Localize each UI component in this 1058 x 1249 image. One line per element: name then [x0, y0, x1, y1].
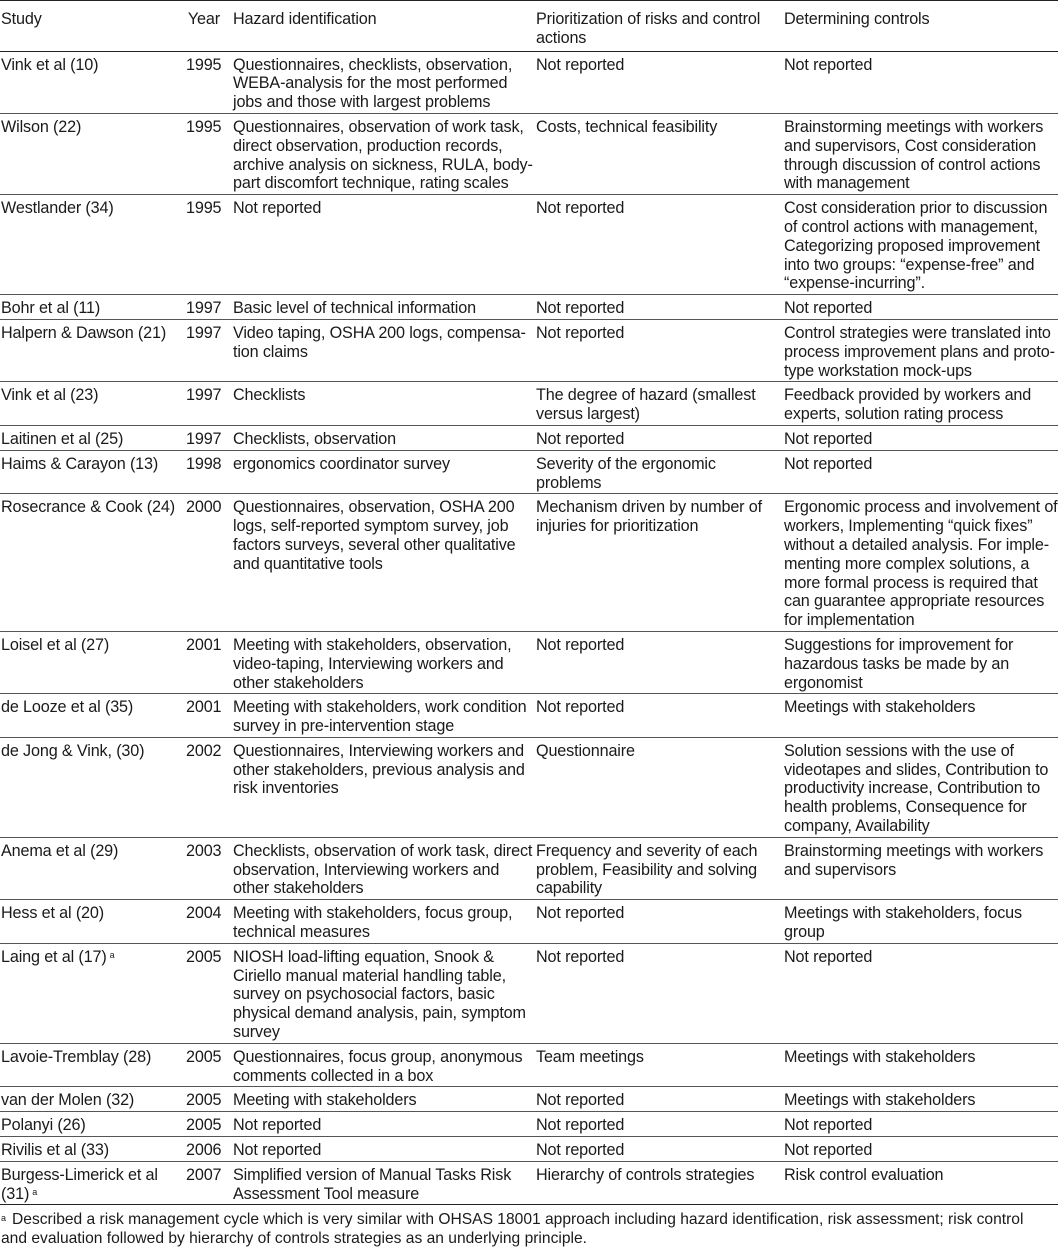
table-row — [0, 319, 1058, 381]
cell-prioritization-text: Frequency and severity of each problem, Feasibility and solving capability — [536, 841, 758, 898]
cell-hazard-text: Meeting with stakeholders, work condition survey in pre-intervention stage — [233, 698, 527, 736]
cell-prioritization — [536, 631, 784, 693]
cell-hazard — [233, 319, 536, 381]
table-row — [0, 1137, 1058, 1162]
cell-hazard — [233, 943, 536, 1043]
cell-controls — [784, 425, 1058, 450]
cell-prioritization-text: Not reported — [536, 698, 625, 717]
cell-year — [186, 1137, 233, 1162]
cell-controls-text: Feedback provided by workers and experts, solution rating process — [784, 386, 1032, 424]
cell-hazard-text: Checklists, observation — [233, 429, 396, 448]
cell-prioritization — [536, 694, 784, 738]
cell-controls-text: Not reported — [784, 55, 873, 74]
cell-controls-text: Cost consideration prior to discussion of control actions with management, Categorizing proposed improvement into two groups: “expense-free” and “expense-incurring”. — [784, 199, 1048, 293]
table-row — [0, 51, 1058, 113]
cell-controls-text: Suggestions for improvement for hazardous tasks be made by an ergonomist — [784, 635, 1014, 692]
cell-prioritization — [536, 900, 784, 944]
cell-year-text: 2002 — [186, 741, 222, 760]
cell-year-text: 2006 — [186, 1141, 222, 1160]
cell-prioritization-text: Costs, technical feasibility — [536, 117, 718, 136]
cell-study-text: Laitinen et al (25) — [1, 429, 124, 448]
table-row — [0, 195, 1058, 295]
cell-prioritization-text: The degree of hazard (smallest versus largest) — [536, 386, 756, 424]
cell-hazard — [233, 450, 536, 494]
cell-hazard-text: Questionnaires, Interviewing workers and other stakeholders, previous analysis and risk inventories — [233, 741, 525, 798]
cell-year — [186, 319, 233, 381]
cell-hazard-text: ergonomics coordinator survey — [233, 454, 450, 473]
cell-study — [0, 1043, 186, 1087]
cell-hazard-text: Checklists — [233, 386, 306, 405]
cell-prioritization-text: Hierarchy of controls strategies — [536, 1165, 755, 1184]
cell-study-text: de Jong & Vink, (30) — [1, 741, 145, 760]
cell-study — [0, 51, 186, 113]
table-row — [0, 737, 1058, 837]
cell-prioritization — [536, 943, 784, 1043]
cell-study — [0, 425, 186, 450]
cell-year-text: 2001 — [186, 635, 222, 654]
cell-controls-text: Meetings with stakeholders, focus group — [784, 904, 1022, 942]
cell-hazard-text: Questionnaires, observation, OSHA 200 logs, self-reported symptom survey, job factors surveys, several other qualitative and quantitative tools — [233, 498, 516, 573]
cell-controls — [784, 382, 1058, 426]
cell-year-text: 2005 — [186, 1047, 222, 1066]
cell-study-text: Laing et al (17) — [1, 947, 107, 966]
table-row — [0, 837, 1058, 899]
cell-study — [0, 631, 186, 693]
cell-prioritization-text: Not reported — [536, 904, 625, 923]
cell-prioritization — [536, 1161, 784, 1205]
cell-controls-text: Control strategies were translated into process improvement plans and proto-type workstation mock-ups — [784, 323, 1055, 380]
cell-hazard-text: Checklists, observation of work task, direct observation, Interviewing workers and other stakeholders — [233, 841, 533, 898]
cell-prioritization — [536, 737, 784, 837]
cell-year-text: 1995 — [186, 199, 222, 218]
cell-prioritization-text: Not reported — [536, 635, 625, 654]
cell-controls — [784, 694, 1058, 738]
cell-hazard — [233, 737, 536, 837]
cell-year-text: 1997 — [186, 429, 222, 448]
table-row — [0, 494, 1058, 632]
cell-year-text: 2005 — [186, 947, 222, 966]
cell-prioritization — [536, 1087, 784, 1112]
table-row — [0, 382, 1058, 426]
cell-prioritization-text: Not reported — [536, 947, 625, 966]
table-row — [0, 943, 1058, 1043]
cell-hazard — [233, 837, 536, 899]
cell-study — [0, 319, 186, 381]
cell-prioritization-text: Not reported — [536, 1091, 625, 1110]
cell-hazard-text: Not reported — [233, 1116, 322, 1135]
cell-study-text: Rosecrance & Cook (24) — [1, 498, 175, 517]
cell-year — [186, 1087, 233, 1112]
cell-year — [186, 494, 233, 632]
table-row — [0, 900, 1058, 944]
cell-year — [186, 1112, 233, 1137]
cell-controls — [784, 113, 1058, 194]
cell-hazard-text: Questionnaires, observation of work task, direct observation, production records, archive analysis on sickness, RULA, body-part discomfort technique, rating scales — [233, 117, 533, 193]
cell-hazard — [233, 631, 536, 693]
cell-prioritization — [536, 425, 784, 450]
cell-study — [0, 195, 186, 295]
cell-hazard-text: Not reported — [233, 1141, 322, 1160]
cell-prioritization-text: Severity of the ergonomic problems — [536, 454, 716, 492]
cell-year-text: 2001 — [186, 698, 222, 717]
cell-controls — [784, 1087, 1058, 1112]
cell-study-text: Westlander (34) — [1, 199, 114, 218]
cell-hazard-text: Meeting with stakeholders — [233, 1091, 417, 1110]
cell-prioritization — [536, 195, 784, 295]
cell-controls-text: Brainstorming meetings with workers and supervisors, Cost consideration through discussion of control actions with management — [784, 117, 1044, 193]
cell-prioritization — [536, 319, 784, 381]
cell-prioritization-text: Not reported — [536, 1141, 625, 1160]
cell-hazard — [233, 51, 536, 113]
cell-year — [186, 295, 233, 320]
cell-controls — [784, 1161, 1058, 1205]
cell-controls — [784, 900, 1058, 944]
table-row — [0, 295, 1058, 320]
cell-year-text: 2004 — [186, 904, 222, 923]
cell-prioritization — [536, 113, 784, 194]
footnote-text: Described a risk management cycle which is very similar with OHSAS 18001 approach including hazard identification, risk assessment; risk control and evaluation followed by hierarchy of controls strategies as an underlying principle. — [1, 1211, 1024, 1248]
cell-study — [0, 737, 186, 837]
table-row — [0, 113, 1058, 194]
cell-year-text: 1995 — [186, 55, 222, 74]
cell-year-text: 1995 — [186, 117, 222, 136]
cell-study — [0, 837, 186, 899]
cell-study — [0, 943, 186, 1043]
cell-prioritization — [536, 382, 784, 426]
cell-study-text: van der Molen (32) — [1, 1091, 135, 1110]
cell-prioritization-text: Questionnaire — [536, 741, 635, 760]
cell-hazard — [233, 1137, 536, 1162]
cell-prioritization — [536, 1112, 784, 1137]
cell-year-text: 1997 — [186, 386, 222, 405]
cell-controls — [784, 319, 1058, 381]
cell-year-text: 2003 — [186, 841, 222, 860]
cell-controls-text: Risk control evaluation — [784, 1165, 944, 1184]
cell-year-text: 1998 — [186, 454, 222, 473]
header-prioritization: Prioritization of risks and control actions — [536, 1, 784, 52]
cell-study-text: Loisel et al (27) — [1, 635, 110, 654]
cell-year — [186, 694, 233, 738]
cell-hazard-text: Basic level of technical information — [233, 299, 476, 318]
cell-prioritization — [536, 450, 784, 494]
cell-controls — [784, 1043, 1058, 1087]
cell-year — [186, 195, 233, 295]
cell-hazard-text: Video taping, OSHA 200 logs, compensa-tion claims — [233, 323, 526, 361]
cell-prioritization-text: Not reported — [536, 55, 625, 74]
cell-prioritization-text: Not reported — [536, 299, 625, 318]
footnote-marker: a — [109, 949, 115, 960]
cell-study-text: Hess et al (20) — [1, 904, 105, 923]
cell-study-text: Burgess-Limerick et al (31) — [1, 1165, 158, 1203]
cell-year — [186, 450, 233, 494]
cell-controls-text: Solution sessions with the use of videotapes and slides, Contribution to productivity increase, Contribution to health problems, Consequence for company, Availability — [784, 741, 1049, 836]
cell-study-text: Haims & Carayon (13) — [1, 454, 159, 473]
cell-study — [0, 450, 186, 494]
cell-year-text: 2007 — [186, 1165, 222, 1184]
table-row — [0, 631, 1058, 693]
cell-year — [186, 425, 233, 450]
table-header — [0, 1, 1058, 52]
cell-study-text: Rivilis et al (33) — [1, 1141, 109, 1160]
cell-study — [0, 113, 186, 194]
table-row — [0, 425, 1058, 450]
cell-hazard — [233, 113, 536, 194]
cell-year-text: 2005 — [186, 1091, 222, 1110]
cell-year — [186, 1043, 233, 1087]
cell-controls-text: Brainstorming meetings with workers and supervisors — [784, 841, 1044, 879]
cell-study-text: Vink et al (10) — [1, 55, 99, 74]
cell-hazard — [233, 1087, 536, 1112]
table-row — [0, 450, 1058, 494]
cell-year-text: 1997 — [186, 323, 222, 342]
cell-study — [0, 295, 186, 320]
cell-prioritization-text: Team meetings — [536, 1047, 644, 1066]
header-controls: Determining controls — [784, 1, 1058, 52]
cell-prioritization — [536, 494, 784, 632]
cell-year — [186, 113, 233, 194]
cell-controls-text: Not reported — [784, 1141, 873, 1160]
cell-study — [0, 1112, 186, 1137]
table-row — [0, 1043, 1058, 1087]
cell-year — [186, 1161, 233, 1205]
cell-controls — [784, 494, 1058, 632]
cell-study — [0, 1137, 186, 1162]
cell-controls — [784, 737, 1058, 837]
cell-hazard — [233, 1043, 536, 1087]
cell-year — [186, 900, 233, 944]
cell-hazard-text: Meeting with stakeholders, focus group, technical measures — [233, 904, 513, 942]
cell-controls-text: Not reported — [784, 454, 873, 473]
cell-study — [0, 382, 186, 426]
cell-controls-text: Meetings with stakeholders — [784, 1091, 976, 1110]
cell-hazard — [233, 382, 536, 426]
cell-hazard — [233, 1161, 536, 1205]
cell-study — [0, 694, 186, 738]
cell-study — [0, 1161, 186, 1205]
header-year: Year — [186, 1, 233, 52]
footnote-marker: a — [32, 1186, 38, 1197]
table-row — [0, 1161, 1058, 1205]
cell-study-text: Bohr et al (11) — [1, 299, 101, 318]
cell-year-text: 2005 — [186, 1116, 222, 1135]
cell-controls — [784, 450, 1058, 494]
cell-study — [0, 1087, 186, 1112]
cell-hazard-text: Meeting with stakeholders, observation, video-taping, Interviewing workers and other stakeholders — [233, 635, 512, 692]
cell-controls — [784, 1112, 1058, 1137]
cell-prioritization — [536, 295, 784, 320]
cell-study-text: Vink et al (23) — [1, 386, 99, 405]
cell-controls — [784, 51, 1058, 113]
cell-controls-text: Meetings with stakeholders — [784, 698, 976, 717]
cell-prioritization-text: Not reported — [536, 323, 625, 342]
cell-study-text: Wilson (22) — [1, 117, 82, 136]
header-study: Study — [0, 1, 186, 52]
table-row — [0, 694, 1058, 738]
table-row — [0, 1087, 1058, 1112]
cell-controls — [784, 195, 1058, 295]
cell-study-text: Anema et al (29) — [1, 841, 119, 860]
cell-prioritization — [536, 837, 784, 899]
cell-controls — [784, 1137, 1058, 1162]
cell-year — [186, 631, 233, 693]
cell-prioritization — [536, 1137, 784, 1162]
table-body — [0, 51, 1058, 1205]
cell-study-text: Lavoie-Tremblay (28) — [1, 1047, 152, 1066]
cell-hazard-text: Simplified version of Manual Tasks Risk Assessment Tool measure — [233, 1165, 512, 1203]
cell-study-text: de Looze et al (35) — [1, 698, 134, 717]
cell-controls-text: Meetings with stakeholders — [784, 1047, 976, 1066]
cell-controls — [784, 943, 1058, 1043]
cell-hazard — [233, 900, 536, 944]
cell-hazard-text: Questionnaires, focus group, anonymous comments collected in a box — [233, 1047, 523, 1085]
cell-prioritization — [536, 1043, 784, 1087]
cell-hazard-text: NIOSH load-lifting equation, Snook & Ciriello manual material handling table, survey on psychosocial factors, basic physical demand analysis, pain, symptom survey — [233, 947, 526, 1042]
cell-hazard-text: Questionnaires, checklists, observation, WEBA-analysis for the most performed jobs and those with largest problems — [233, 55, 513, 112]
cell-hazard — [233, 425, 536, 450]
cell-controls-text: Ergonomic process and involvement of workers, Implementing “quick fixes” without a detailed analysis. For imple-menting more complex solutions, a more formal process is required that can guarantee appropriate resources for implementation — [784, 498, 1058, 630]
table-row — [0, 1112, 1058, 1137]
cell-hazard — [233, 1112, 536, 1137]
cell-prioritization-text: Not reported — [536, 429, 625, 448]
cell-year — [186, 737, 233, 837]
cell-prioritization — [536, 51, 784, 113]
footnote-marker: a — [1, 1213, 7, 1224]
cell-controls — [784, 837, 1058, 899]
cell-prioritization-text: Not reported — [536, 199, 625, 218]
cell-hazard — [233, 694, 536, 738]
cell-year-text: 2000 — [186, 498, 222, 517]
cell-controls-text: Not reported — [784, 299, 873, 318]
cell-hazard-text: Not reported — [233, 199, 322, 218]
cell-controls-text: Not reported — [784, 429, 873, 448]
cell-study — [0, 494, 186, 632]
cell-year — [186, 943, 233, 1043]
cell-prioritization-text: Not reported — [536, 1116, 625, 1135]
cell-year — [186, 382, 233, 426]
cell-controls-text: Not reported — [784, 947, 873, 966]
cell-study-text: Polanyi (26) — [1, 1116, 86, 1135]
cell-study-text: Halpern & Dawson (21) — [1, 323, 167, 342]
cell-controls — [784, 631, 1058, 693]
cell-controls-text: Not reported — [784, 1116, 873, 1135]
cell-prioritization-text: Mechanism driven by number of injuries for prioritization — [536, 498, 762, 536]
header-hazard: Hazard identification — [233, 1, 536, 52]
cell-hazard — [233, 295, 536, 320]
cell-hazard — [233, 494, 536, 632]
cell-hazard — [233, 195, 536, 295]
cell-year — [186, 837, 233, 899]
cell-study — [0, 900, 186, 944]
cell-controls — [784, 295, 1058, 320]
footnote — [0, 1205, 1053, 1248]
cell-year — [186, 51, 233, 113]
cell-year-text: 1997 — [186, 299, 222, 318]
